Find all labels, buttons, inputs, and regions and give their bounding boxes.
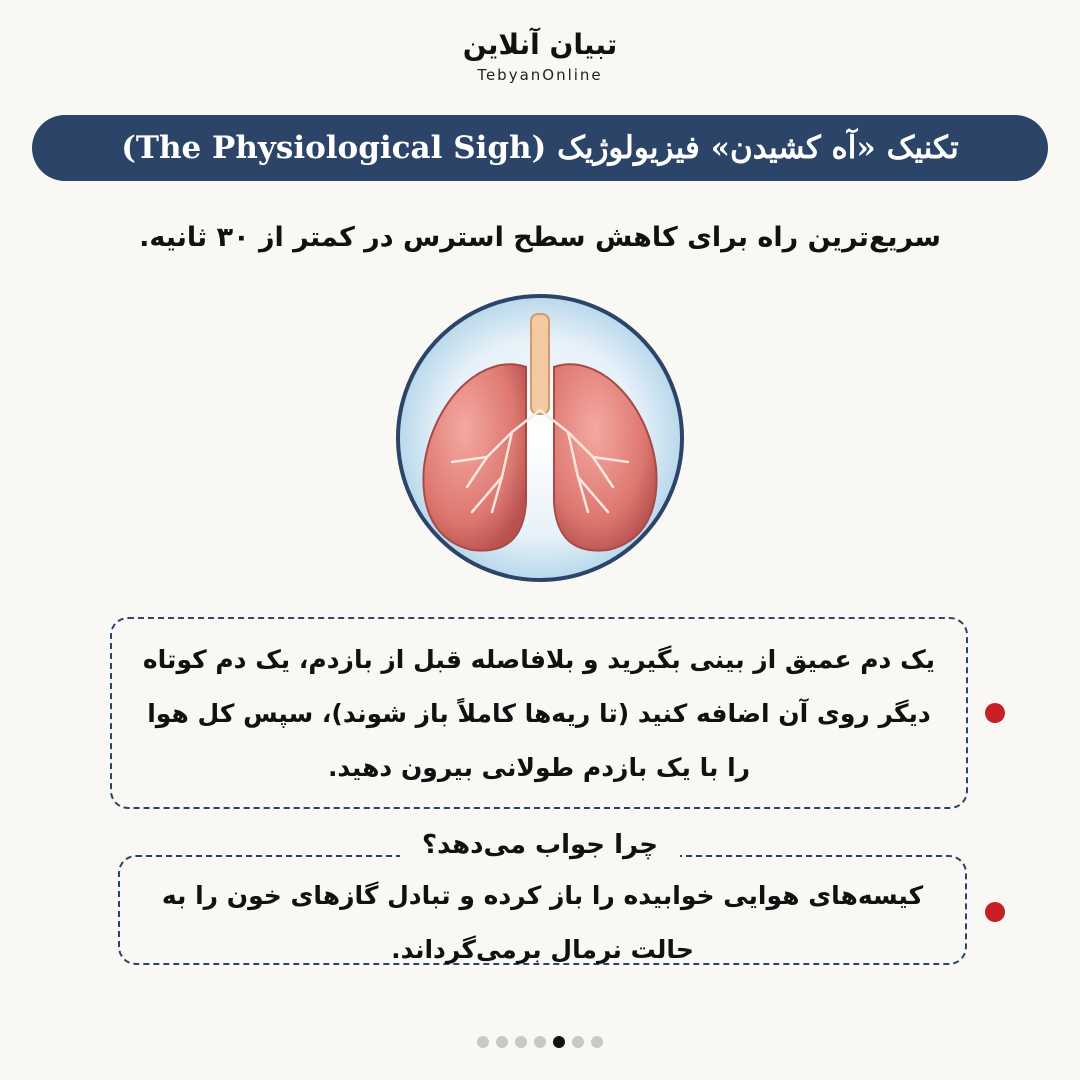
pagination-dot[interactable] bbox=[534, 1036, 546, 1048]
pagination-dot[interactable] bbox=[477, 1036, 489, 1048]
brand-logo: تبیان آنلاین bbox=[462, 28, 618, 61]
pagination-dots bbox=[0, 1036, 1080, 1048]
brand-name-en: TebyanOnline bbox=[477, 66, 603, 84]
instruction-text: یک دم عمیق از بینی بگیرید و بلافاصله قبل از بازدم، یک دم کوتاه دیگر روی آن اضافه کنید (تا ریه‌ها کاملاً باز شوند)، سپس کل هوا را با یک بازدم طولانی بیرون دهید. bbox=[142, 645, 936, 782]
why-box bbox=[118, 855, 967, 965]
pagination-dot[interactable] bbox=[515, 1036, 527, 1048]
page-title bbox=[32, 115, 1048, 181]
why-heading-text: چرا جواب می‌دهد؟ bbox=[400, 830, 680, 860]
pagination-dot[interactable] bbox=[553, 1036, 565, 1048]
subtitle: سریع‌ترین راه برای کاهش سطح استرس در کمتر از ۳۰ ثانیه. bbox=[139, 222, 941, 253]
bullet-icon bbox=[985, 703, 1005, 723]
pagination-dot[interactable] bbox=[572, 1036, 584, 1048]
pagination-dot[interactable] bbox=[496, 1036, 508, 1048]
instruction-box bbox=[110, 617, 968, 809]
why-heading bbox=[0, 830, 1080, 860]
bullet-icon bbox=[985, 902, 1005, 922]
lungs-icon bbox=[392, 292, 688, 584]
why-text: کیسه‌های هوایی خوابیده را باز کرده و تبادل گازهای خون را به حالت نرمال برمی‌گرداند. bbox=[161, 881, 924, 964]
pagination-dot[interactable] bbox=[591, 1036, 603, 1048]
page-title-text: تکنیک «آه کشیدن» فیزیولوژیک (The Physiological Sigh) bbox=[121, 130, 959, 166]
